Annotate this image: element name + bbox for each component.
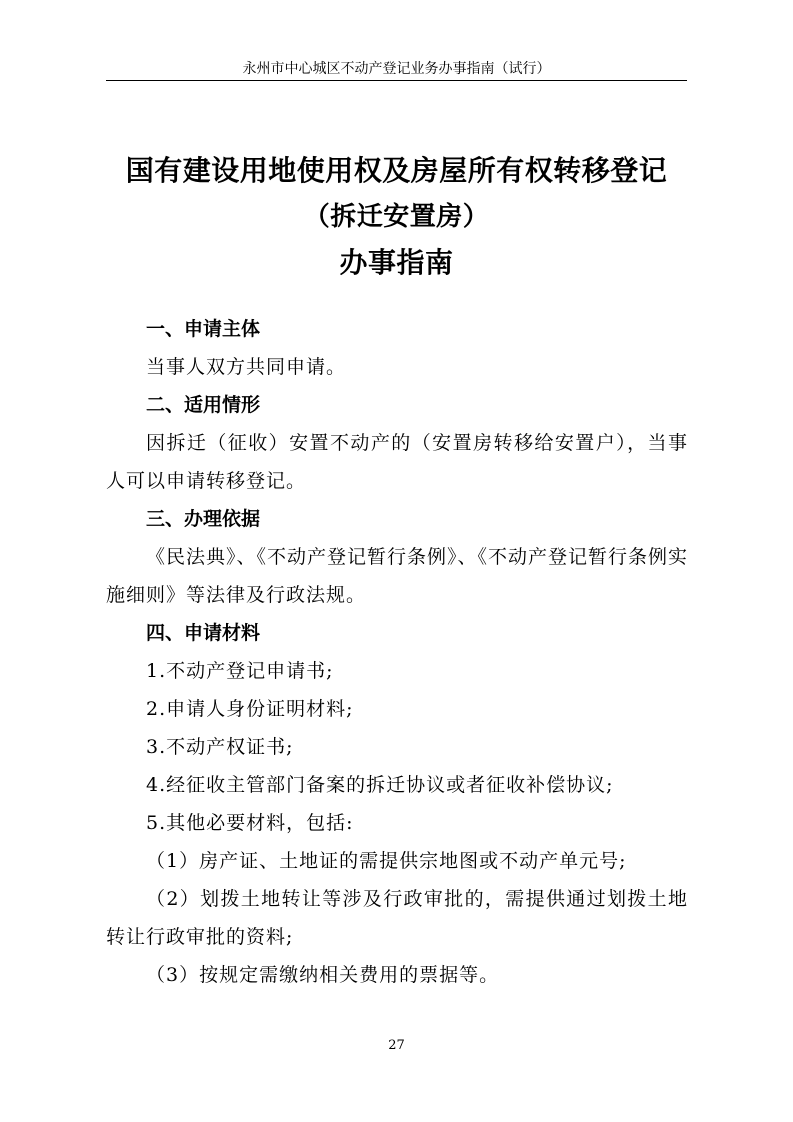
page-number: 27 [388,1038,405,1053]
title-line-main: 国有建设用地使用权及房屋所有权转移登记 [125,154,668,187]
header-rule [106,80,687,81]
material-subitem-2: （2）划拨土地转让等涉及行政审批的，需提供通过划拨土地转让行政审批的资料; [106,888,688,948]
material-item-5: 5.其他必要材料，包括: [146,812,354,834]
section-heading-applicable-cases: 二、适用情形 [146,394,261,416]
title-line-subtitle: （拆迁安置房） [303,202,490,232]
paragraph-legal-basis: 《民法典》、《不动产登记暂行条例》、《不动产登记暂行条例实施细则》等法律及行政法规。 [106,546,689,606]
document-body [106,310,688,994]
paragraph-applicant: 当事人双方共同申请。 [146,356,347,378]
section-heading-legal-basis: 三、办理依据 [146,508,261,530]
section-heading-materials: 四、申请材料 [146,622,261,644]
document-title [80,148,713,286]
material-item-3: 3.不动产权证书; [146,736,294,758]
material-subitem-1: （1）房产证、土地证的需提供宗地图或不动产单元号; [146,850,627,872]
paragraph-applicable-cases: 因拆迁（征收）安置不动产的（安置房转移给安置户），当事人可以申请转移登记。 [106,432,688,492]
section-heading-applicant: 一、申请主体 [146,318,261,340]
material-item-1: 1.不动产登记申请书; [146,660,334,682]
title-line-guide: 办事指南 [339,246,454,279]
running-header: 永州市中心城区不动产登记业务办事指南（试行） [242,61,551,77]
material-subitem-3: （3）按规定需缴纳相关费用的票据等。 [146,964,500,986]
material-item-4: 4.经征收主管部门备案的拆迁协议或者征收补偿协议; [146,774,614,796]
material-item-2: 2.申请人身份证明材料; [146,698,354,720]
